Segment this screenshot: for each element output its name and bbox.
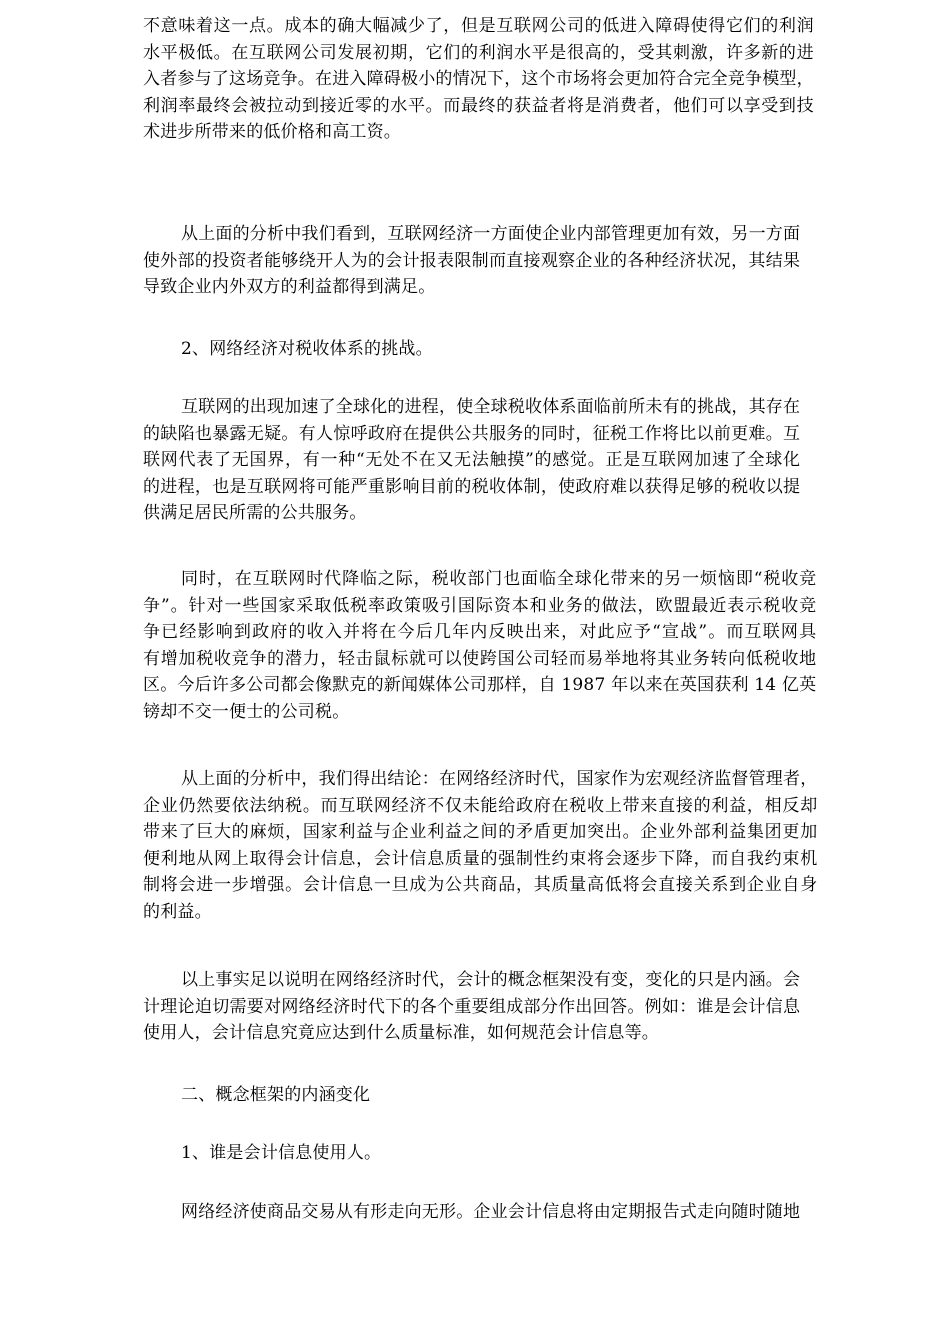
text-line: 有增加税收竞争的潜力，轻击鼠标就可以使跨国公司轻而易举地将其业务转向低税收地 (143, 648, 817, 669)
text-line: 镑却不交一便士的公司税。 (143, 701, 350, 722)
text-line: 企业仍然要依法纳税。而互联网经济不仅未能给政府在税收上带来直接的利益，相反却 (143, 795, 818, 816)
text-line: 争已经影响到政府的收入并将在今后几年内反映出来，对此应予“宣战”。而互联网具 (143, 622, 817, 642)
paragraph-conclusion (143, 766, 817, 925)
text-line: 从上面的分析中，我们得出结论：在网络经济时代，国家作为宏观经济监督管理者， (181, 769, 818, 789)
text-line: 的进程，也是互联网将可能严重影响目前的税收体制，使政府难以获得足够的税收以提 (143, 476, 801, 497)
text-line: 带来了巨大的麻烦，国家利益与企业利益之间的矛盾更加突出。企业外部利益集团更加 (143, 822, 818, 842)
text-line: 区。今后许多公司都会像默克的新闻媒体公司那样，自 1987 年以来在英国获利 14 亿英 (143, 675, 817, 695)
text-line: 不意味着这一点。成本的确大幅减少了，但是互联网公司的低进入障碍使得它们的利润 (143, 16, 814, 36)
paragraph-globalization-tax (143, 394, 800, 527)
text-line: 以上事实足以说明在网络经济时代，会计的概念框架没有变，变化的只是内涵。会 (181, 970, 801, 990)
paragraph-conceptual-framework (143, 967, 800, 1047)
paragraph-analysis-summary (143, 221, 800, 301)
text-line: 导致企业内外双方的利益都得到满足。 (143, 277, 436, 297)
text-line: 便利地从网上取得会计信息，会计信息质量的强制性约束将会逐步下降，而自我约束机 (143, 848, 818, 869)
section-heading-framework-changes (143, 1082, 370, 1109)
text-line: 同时，在互联网时代降临之际，税收部门也面临全球化带来的另一烦恼即“税收竞 (181, 569, 817, 589)
subsection-heading-info-users (143, 1140, 381, 1167)
text-line: 网络经济使商品交易从有形走向无形。企业会计信息将由定期报告式走向随时随地 (181, 1202, 801, 1222)
text-line: 水平极低。在互联网公司发展初期，它们的利润水平是很高的，受其刺激，许多新的进 (143, 42, 814, 63)
text-line: 使外部的投资者能够绕开人为的会计报表限制而直接观察企业的各种经济状况，其结果 (143, 250, 801, 271)
heading-text: 2、网络经济对税收体系的挑战。 (181, 339, 433, 359)
heading-text: 二、概念框架的内涵变化 (181, 1085, 371, 1105)
text-line: 联网代表了无国界，有一种“无处不在又无法触摸”的感觉。正是互联网加速了全球化 (143, 450, 801, 470)
text-line: 争”。针对一些国家采取低税率政策吸引国际资本和业务的做法，欧盟最近表示税收竞 (143, 595, 817, 616)
text-line: 的缺陷也暴露无疑。有人惊呼政府在提供公共服务的同时，征税工作将比以前更难。互 (143, 423, 801, 444)
heading-text: 1、谁是会计信息使用人。 (181, 1143, 382, 1163)
text-line: 供满足居民所需的公共服务。 (143, 503, 367, 523)
text-line: 计理论迫切需要对网络经济时代下的各个重要组成部分作出回答。例如：谁是会计信息 (143, 996, 801, 1017)
text-line: 制将会进一步增强。会计信息一旦成为公共商品，其质量高低将会直接关系到企业自身 (143, 875, 818, 895)
text-line: 术进步所带来的低价格和高工资。 (143, 122, 401, 142)
text-line: 的利益。 (143, 901, 212, 922)
text-line: 从上面的分析中我们看到，互联网经济一方面使企业内部管理更加有效，另一方面 (181, 224, 801, 244)
paragraph-tax-competition (143, 566, 816, 725)
text-line: 利润率最终会被拉动到接近零的水平。而最终的获益者将是消费者，他们可以享受到技 (143, 95, 814, 116)
text-line: 入者参与了这场竞争。在进入障碍极小的情况下，这个市场将会更加符合完全竞争模型， (143, 69, 814, 89)
paragraph-profit-competition (143, 13, 814, 146)
text-line: 使用人，会计信息究竟应达到什么质量标准，如何规范会计信息等。 (143, 1023, 659, 1043)
text-line: 互联网的出现加速了全球化的进程，使全球税收体系面临前所未有的挑战，其存在 (181, 397, 801, 417)
section-heading-tax-challenge (143, 336, 433, 363)
paragraph-network-economy (143, 1199, 800, 1226)
